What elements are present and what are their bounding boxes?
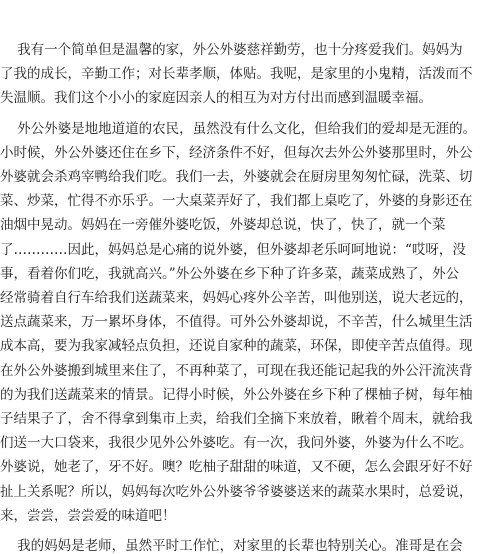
paragraph-2-line-9: 送点蔬菜来，万一累坏身体，不值得。可外公外婆却说，不辛苦，什么城里生活 <box>0 314 473 331</box>
paragraph-2-line-17: 来，尝尝，尝尝爱的味道吧！ <box>0 507 176 524</box>
paragraph-2-line-4: 菜、炒菜，忙得不亦乐乎。一大桌菜弄好了，我们都上桌吃了，外婆的身影还在 <box>0 193 473 210</box>
paragraph-3-line-1: 我的妈妈是老师，虽然平时工作忙，对家里的长辈也特别关心。准哥是在会 <box>0 538 463 554</box>
paragraph-2-line-7: 事，看着你们吃，我就高兴。”外公外婆在乡下种了许多菜，蔬菜成熟了，外公 <box>0 265 460 282</box>
paragraph-2-line-6: 了…………因此，妈妈总是心痛的说外婆，但外婆却老乐呵呵地说：“哎呀，没 <box>0 241 466 258</box>
paragraph-2-line-5: 油烟中晃动。妈妈在一旁催外婆吃饭，外婆却总说，快了，快了，就一个菜 <box>0 217 446 234</box>
paragraph-2-line-11: 在外公外婆搬到城里来住了，不再种菜了，可现在我还能记起我的外公汗流浃背 <box>0 362 473 379</box>
paragraph-2-line-16: 扯上关系呢？所以，妈妈每次吃外公外婆爷爷婆婆送来的蔬菜水果时，总爱说， <box>0 483 473 500</box>
paragraph-2-line-2: 小时候，外公外婆还住在乡下，经济条件不好，但每次去外公外婆那里时，外公 <box>0 144 473 161</box>
paragraph-2-line-13: 子结果子了，舍不得拿到集市上卖，给我们全摘下来放着，瞅着个周末，就给我 <box>0 411 473 427</box>
paragraph-1-line-3: 失温顺。我们这个小小的家庭因亲人的相互为对方付出而感到温暖幸福。 <box>0 90 432 107</box>
paragraph-2-line-12: 的为我们送蔬菜来的情景。记得小时候，外公外婆在乡下种了棵柚子树，每年柚 <box>0 386 473 403</box>
paragraph-2-line-1: 外公外婆是地地道道的农民，虽然没有什么文化，但给我们的爱却是无涯的。 <box>0 120 477 137</box>
paragraph-2-line-14: 们送一大口袋来，我很少见外公外婆吃。有一次，我问外婆，外婆为什么不吃。 <box>0 435 473 452</box>
paragraph-1-line-2: 了我的成长，辛勤工作；对长辈孝顺，体贴。我呢，是家里的小鬼精，活泼而不 <box>0 66 473 83</box>
paragraph-2-line-10: 成本高，要为我家减轻点负担，还说自家种的蔬菜，环保，即使辛苦点值得。现 <box>0 338 473 355</box>
paragraph-2-line-8: 经常骑着自行车给我们送蔬菜来，妈妈心疼外公辛苦，叫他别送，说大老远的， <box>0 290 473 306</box>
paragraph-2-line-3: 外婆就会杀鸡宰鸭给我们吃。我们一去，外婆就会在厨房里匆匆忙碌，洗菜、切 <box>0 169 473 185</box>
paragraph-1-line-1: 我有一个简单但是温馨的家，外公外婆慈祥勤劳，也十分疼爱我们。妈妈为 <box>0 42 463 58</box>
paragraph-2-line-15: 外婆说，她老了，牙不好。噢？吃柚子甜甜的味道，又不硬，怎么会跟牙好不好 <box>0 459 473 476</box>
